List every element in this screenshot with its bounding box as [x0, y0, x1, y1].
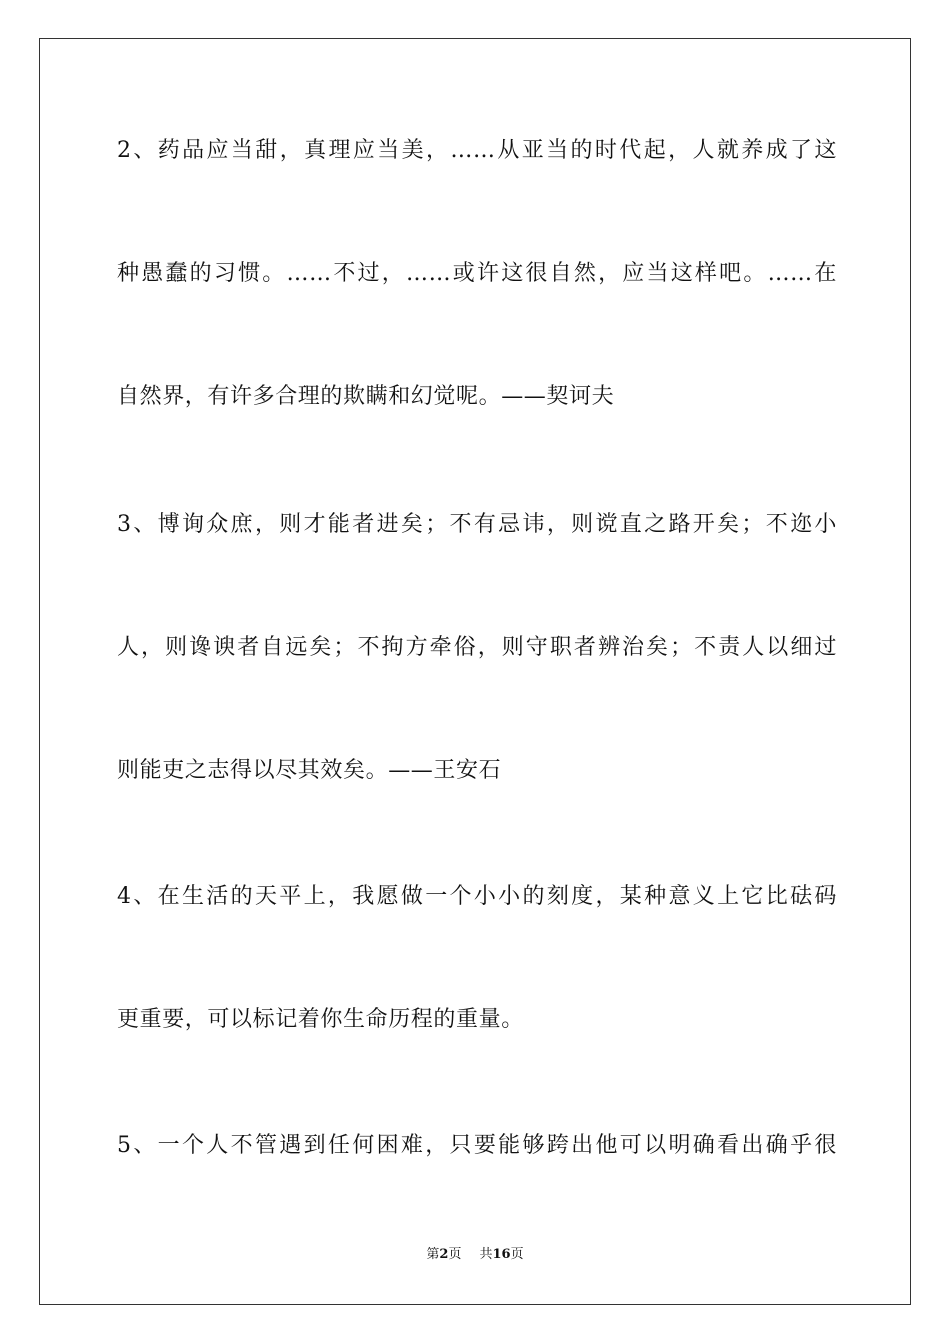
- text-line-5: 人，则谗谀者自远矣；不拘方牵俗，则守职者辨治矣；不责人以细过: [117, 635, 837, 660]
- text-line-9: 5、一个人不管遇到任何困难，只要能够跨出他可以明确看出确乎很: [117, 1133, 837, 1158]
- footer-page-number: 2: [439, 1247, 449, 1262]
- footer-page-suffix: 页: [448, 1247, 462, 1262]
- text-line-8: 更重要，可以标记着你生命历程的重量。: [117, 1007, 524, 1032]
- text-line-3: 自然界，有许多合理的欺瞒和幻觉呢。——契诃夫: [117, 384, 615, 409]
- text-line-2: 种愚蠢的习惯。……不过，……或许这很自然，应当这样吧。……在: [117, 261, 837, 286]
- text-line-6: 则能吏之志得以尽其效矣。——王安石: [117, 758, 502, 783]
- text-line-4: 3、博询众庶，则才能者进矣；不有忌讳，则谠直之路开矣；不迩小: [117, 512, 837, 537]
- text-line-1: 2、药品应当甜，真理应当美，……从亚当的时代起，人就养成了这: [117, 138, 837, 163]
- page-frame: [39, 38, 911, 1305]
- footer-total-pages: 16: [492, 1247, 511, 1262]
- footer-total-prefix: 共: [479, 1247, 493, 1262]
- footer-total-suffix: 页: [510, 1247, 524, 1262]
- footer-page-prefix: 第: [426, 1247, 440, 1262]
- text-line-7: 4、在生活的天平上，我愿做一个小小的刻度，某种意义上它比砝码: [117, 884, 837, 909]
- page-footer: [0, 1247, 950, 1263]
